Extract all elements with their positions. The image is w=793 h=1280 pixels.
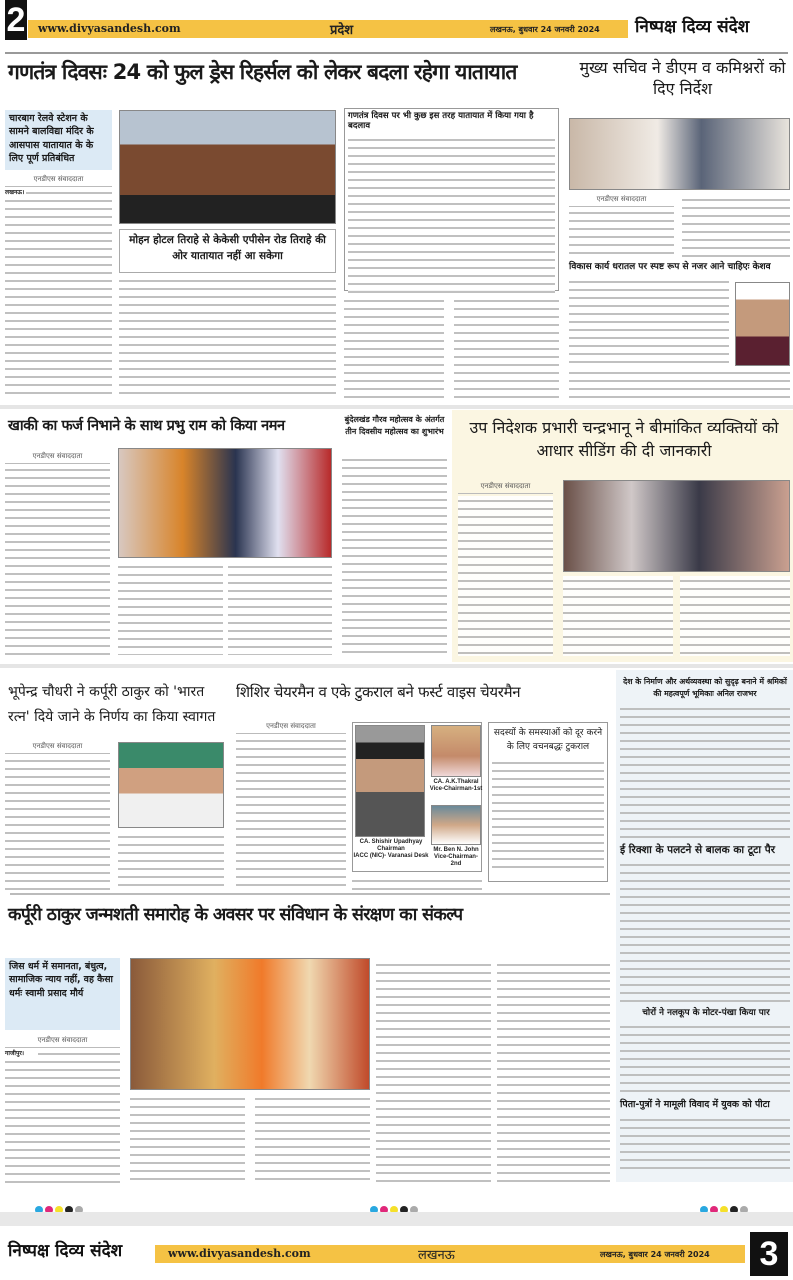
lead-body — [26, 188, 112, 196]
shishir-photos — [352, 722, 482, 872]
page-number: 3 — [750, 1232, 788, 1276]
karpoori-body — [376, 960, 491, 1185]
aadhaar-body — [680, 576, 790, 656]
website: www.divyasandesh.com — [38, 22, 181, 35]
erickshaw-body — [620, 860, 790, 1005]
inset-body — [348, 135, 555, 295]
section-name: प्रदेश — [330, 23, 354, 38]
byline: एनडीएस संवाददाता — [569, 195, 674, 207]
vice-chairman-2-caption: Mr. Ben N. John Vice-Chairman-2nd — [433, 847, 479, 868]
lead-body — [119, 276, 336, 400]
vice-chairman-1-photo — [431, 725, 481, 777]
bundelkhand-body — [342, 455, 447, 655]
shishir-body — [352, 876, 482, 890]
lead-sidebar: चारबाग रेलवे स्टेशन के सामने बालविद्या मंदिर के आसपास यातायात के के लिए पूर्ण प्रतिबंधित — [9, 113, 94, 164]
father-son-headline: पिता-पुत्रों ने मामूली विवाद में युवक को पीटा — [620, 1099, 770, 1110]
lead-body — [5, 196, 112, 400]
bhupendra-headline: भूपेन्द्र चौधरी ने कर्पूरी ठाकुर को 'भारत रत्न' दिये जाने के निर्णय का किया स्वागत — [8, 684, 216, 725]
khaki-headline: खाकी का फर्ज निभाने के साथ प्रभु राम को किया नमन — [8, 418, 285, 434]
anil-body — [620, 704, 790, 842]
bhupendra-body — [5, 756, 110, 890]
divider — [0, 664, 793, 668]
chief-secretary-body — [569, 208, 674, 258]
karpoori-body — [130, 1094, 245, 1184]
thieves-headline: चोरों ने नलकूप के मोटर-पंखा किया पार — [642, 1008, 770, 1018]
vice-chairman-1-caption: CA. A.K.Thakral Vice-Chairman-1st — [429, 779, 483, 793]
chief-secretary-body — [682, 195, 790, 258]
aadhaar-body — [563, 576, 673, 656]
chairman-caption: CA. Shishir Upadhyay Chairman IACC (NIC)- Varanasi Desk — [353, 839, 429, 860]
sub-box-headline: मोहन होटल तिराहे से केकेसी एपीसेन रोड तिराहे की ओर यातायात नहीं आ सकेगा — [129, 234, 326, 262]
karpoori-body — [497, 960, 610, 1185]
keshav-photo — [735, 282, 790, 366]
chief-secretary-headline: मुख्य सचिव ने डीएम व कमिश्नरों को दिए निर्देश — [579, 58, 786, 98]
section-name: लखनऊ — [418, 1248, 455, 1263]
shishir-box-headline: सदस्यों के समस्याओं को दूर करने के लिए वचनबद्धः टुकराल — [493, 728, 603, 753]
keshav-headline: विकास कार्य धरातल पर स्पष्ट रूप से नजर आने चाहिएः केशव — [569, 262, 771, 272]
khaki-body — [5, 465, 110, 655]
lead-headline: गणतंत्र दिवसः 24 को फुल ड्रेस रिहर्सल को लेकर बदला रहेगा यातायात — [8, 60, 517, 84]
bhupendra-photo — [118, 742, 224, 828]
lead-body — [454, 296, 559, 400]
bundelkhand-headline: बुंदेलखंड गौरव महोत्सव के अंतर्गत तीन दिवसीय महोत्सव का शुभारंभ — [344, 415, 445, 436]
vice-chairman-2-photo — [431, 805, 481, 845]
karpoori-sidebar-box — [5, 958, 120, 1030]
karpoori-headline: कर्पूरी ठाकुर जन्मशती समारोह के अवसर पर संविधान के संरक्षण का संकल्प — [8, 905, 463, 925]
thieves-body — [620, 1022, 790, 1097]
dateline: लखनऊ, बुधवार 24 जनवरी 2024 — [600, 1250, 710, 1259]
page-gap — [0, 1212, 793, 1226]
karpoori-dateline: गाजीपुर। — [5, 1050, 25, 1057]
keshav-body — [569, 277, 729, 367]
karpoori-photo — [130, 958, 370, 1090]
khaki-photo — [118, 448, 332, 558]
erickshaw-headline: ई रिक्शा के पलटने से बालक का टूटा पैर — [620, 844, 776, 856]
shishir-headline: शिशिर चेयरमैन व एके टुकराल बने फर्स्ट वाइस चेयरमैन — [236, 683, 521, 701]
inset-box — [344, 108, 559, 291]
divider — [5, 52, 788, 54]
aadhaar-headline: उप निदेशक प्रभारी चन्द्रभानू ने बीमांकित व्यक्तियों को आधार सीडिंग की दी जानकारी — [469, 418, 779, 461]
page-number: 2 — [6, 1, 26, 39]
divider — [10, 893, 610, 895]
sub-box — [119, 229, 336, 273]
father-son-body — [620, 1115, 790, 1175]
keshav-body — [569, 368, 790, 400]
shishir-box-body — [492, 758, 604, 873]
anil-headline: देश के निर्माण और अर्थव्यवस्था को सुदृढ़ बनाने में श्रमिकों की महत्वपूर्ण भूमिकाः अनिल राजभर — [623, 677, 787, 698]
divider — [0, 405, 793, 409]
karpoori-body — [38, 1049, 120, 1057]
byline: एनडीएस संवाददाता — [5, 1036, 120, 1048]
parade-photo — [119, 110, 336, 224]
byline: एनडीएस संवाददाता — [5, 452, 110, 464]
byline: एनडीएस संवाददाता — [5, 175, 112, 187]
khaki-body — [228, 562, 332, 655]
meeting-photo — [569, 118, 790, 190]
lead-sidebar-box — [5, 110, 112, 170]
byline: एनडीएस संवाददाता — [458, 482, 553, 494]
aadhaar-body — [458, 496, 553, 656]
bhupendra-body — [118, 832, 224, 890]
byline: एनडीएस संवाददाता — [5, 742, 110, 754]
masthead-logo: निष्पक्ष दिव्य संदेश — [635, 17, 750, 37]
shishir-box — [488, 722, 608, 882]
lead-body — [344, 296, 444, 400]
masthead-logo: निष्पक्ष दिव्य संदेश — [8, 1241, 123, 1261]
shishir-body — [236, 736, 346, 890]
karpoori-body — [5, 1057, 120, 1185]
byline: एनडीएस संवाददाता — [236, 722, 346, 734]
karpoori-body — [255, 1094, 370, 1184]
inset-headline: गणतंत्र दिवस पर भी कुछ इस तरह यातायात में किया गया है बदलाव — [348, 111, 534, 131]
lead-dateline: लखनऊ। — [5, 189, 25, 196]
khaki-body — [118, 562, 223, 655]
dateline: लखनऊ, बुधवार 24 जनवरी 2024 — [490, 25, 600, 34]
chairman-photo — [355, 725, 425, 837]
karpoori-sidebar: जिस धर्म में समानता, बंधुत्व, सामाजिक न्याय नहीं, वह कैसा धर्मः स्वामी प्रसाद मौर्य — [9, 961, 113, 999]
aadhaar-photo — [563, 480, 790, 572]
website: www.divyasandesh.com — [168, 1247, 311, 1260]
